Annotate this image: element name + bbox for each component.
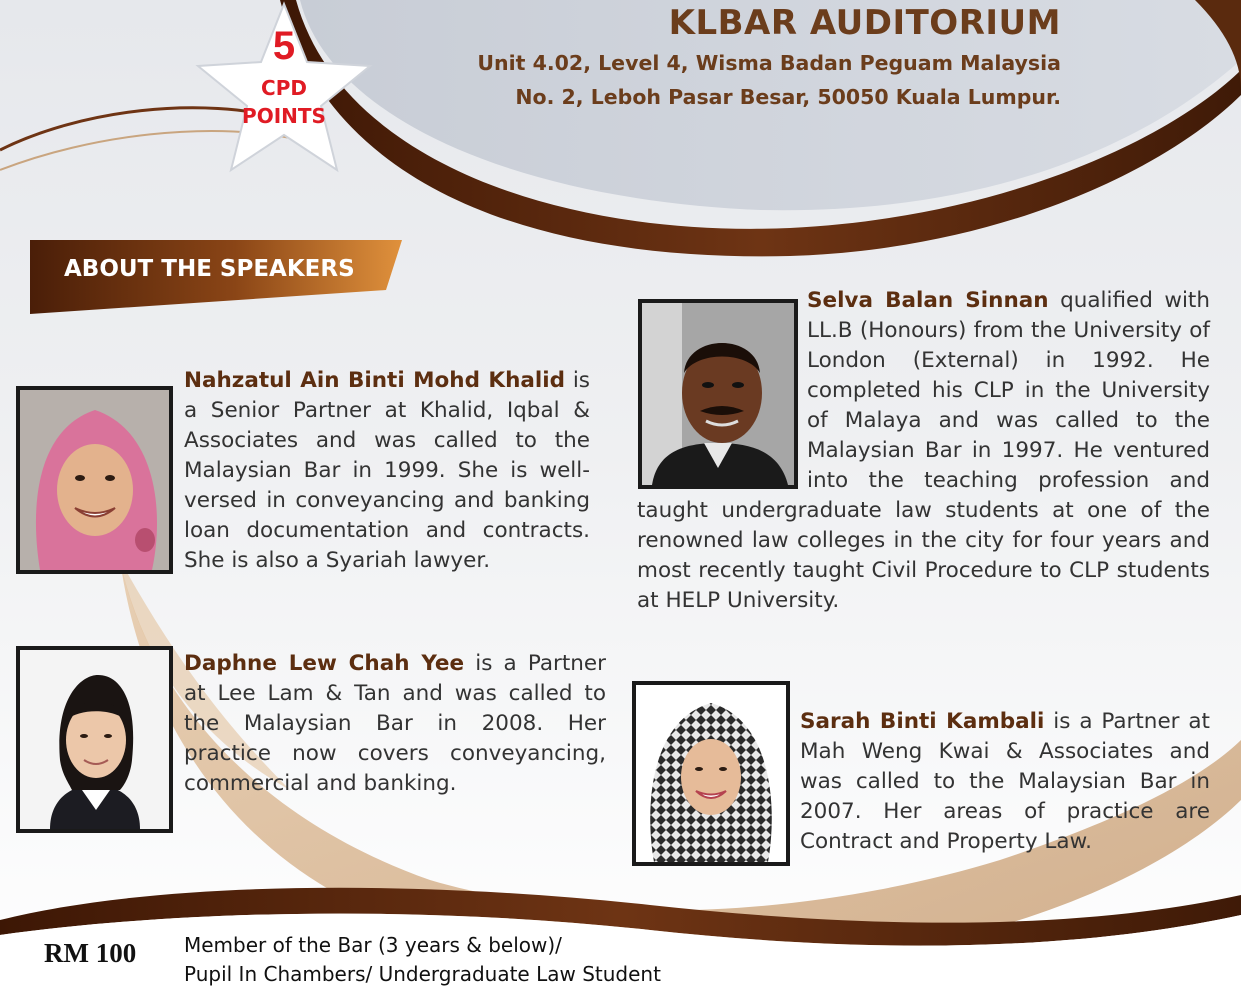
portrait-hijab-pink <box>20 390 169 570</box>
venue-address-line-1: Unit 4.02, Level 4, Wisma Badan Peguam Malaysia <box>477 51 1061 75</box>
speaker-name: Selva Balan Sinnan <box>807 288 1049 313</box>
venue-title: KLBAR AUDITORIUM <box>668 3 1061 43</box>
speaker-name: Nahzatul Ain Binti Mohd Khalid <box>184 368 566 393</box>
speaker-name: Sarah Binti Kambali <box>800 709 1045 734</box>
cpd-label-1: CPD <box>261 76 307 100</box>
speaker-description: is a Partner at Mah Weng Kwai & Associates and was called to the Malaysian Bar in 2007. Her areas of practice are Contract and Property Law. <box>800 709 1210 854</box>
section-banner <box>30 240 402 314</box>
cpd-label-2: POINTS <box>242 104 326 128</box>
speaker-bio-sarah <box>800 707 1210 857</box>
venue-address-line-2: No. 2, Leboh Pasar Besar, 50050 Kuala Lumpur. <box>515 85 1061 109</box>
photo-wrap-spacer <box>637 286 807 496</box>
speaker-bio-daphne <box>184 649 606 799</box>
fee-line-1: Member of the Bar (3 years & below)/ <box>184 933 562 957</box>
portrait-patterned-hijab <box>636 685 786 862</box>
speaker-photo-daphne <box>16 646 173 833</box>
fee-amount: RM 100 <box>44 938 137 968</box>
speaker-name: Daphne Lew Chah Yee <box>184 651 465 676</box>
venue-block <box>477 0 1061 114</box>
speaker-photo-nahzatul <box>16 386 173 574</box>
fee-description <box>184 931 661 989</box>
speaker-bio-selva <box>637 286 1210 616</box>
section-title: ABOUT THE SPEAKERS <box>64 256 355 282</box>
speaker-bio-nahzatul <box>184 366 590 576</box>
speaker-description: qualified with LL.B (Honours) from the University of London (External) in 1992. He completed his CLP in the University of Malaya and was called to the Malaysian Bar in 1997. He ventured into the teaching profession and taught undergraduate law students at one of the renowned law colleges in the city for four years and most recently taught Civil Procedure to CLP students at HELP University. <box>637 288 1210 613</box>
cpd-star-badge <box>194 0 374 190</box>
portrait-short-hair <box>20 650 169 829</box>
speaker-photo-sarah <box>632 681 790 866</box>
speaker-description: is a Senior Partner at Khalid, Iqbal & Associates and was called to the Malaysian Bar in 1999. She is well-versed in conveyancing and banking loan documentation and contracts. She is also a Syariah lawyer. <box>184 368 590 573</box>
cpd-number: 5 <box>272 24 296 68</box>
fee-line-2: Pupil In Chambers/ Undergraduate Law Student <box>184 962 661 986</box>
speaker-description: is a Partner at Lee Lam & Tan and was called to the Malaysian Bar in 2008. Her practice now covers conveyancing, commercial and banking. <box>184 651 606 796</box>
